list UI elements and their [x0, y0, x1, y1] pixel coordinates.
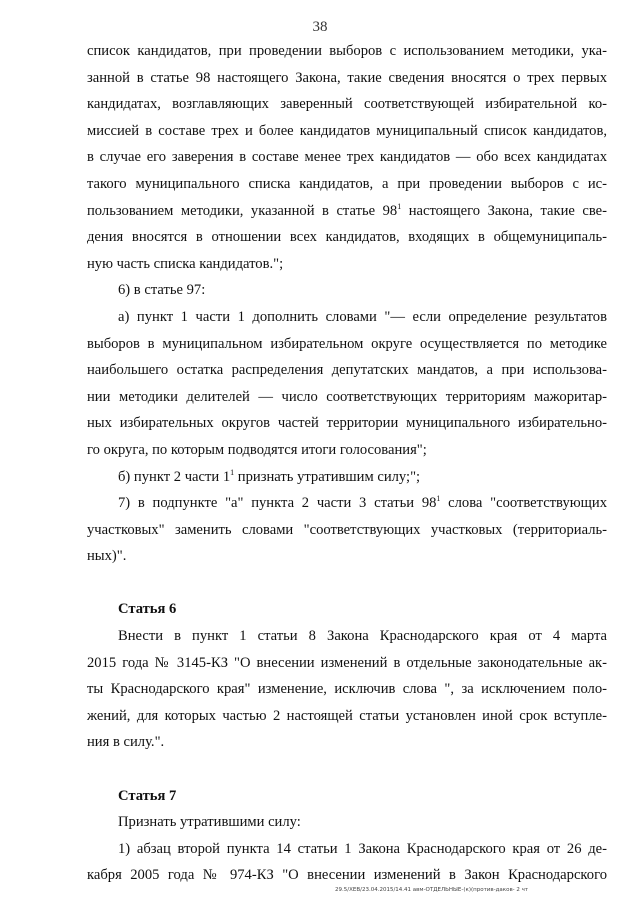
- text-line: такого муниципального списка кандидатов, а при проведении выборов с ис-: [87, 175, 607, 192]
- article-7-heading: Статья 7: [118, 787, 177, 804]
- page-number: 38: [312, 19, 328, 35]
- text-line: а) пункт 1 части 1 дополнить словами "— если определение результатов: [118, 308, 607, 325]
- list-item-7: [87, 490, 607, 517]
- text-line: Признать утратившими силу:: [118, 814, 301, 831]
- text-line: выборов в муниципальном избирательном округе осуществляется по методике: [87, 335, 607, 352]
- text-line: участковых" заменить словами "соответствующих участковых (территориаль-: [87, 521, 607, 538]
- superscript: 1: [397, 201, 402, 211]
- text-fragment: настоящего Закона, такие све-: [401, 202, 607, 219]
- spacer: [87, 756, 607, 783]
- text-line: ния в силу.".: [87, 734, 165, 751]
- document-body: [87, 38, 607, 889]
- text-line: ных)".: [87, 548, 127, 565]
- text-line: ты Краснодарского края" изменение, исключив слова ", за исключением поло-: [87, 681, 607, 698]
- text-fragment: признать утратившим силу;";: [234, 468, 421, 485]
- text-line: ных избирательных округов частей территории муниципального избирательно-: [87, 415, 607, 432]
- text-line: миссией в составе трех и более кандидатов муниципальный список кандидатов,: [87, 122, 607, 139]
- text-fragment: б) пункт 2 части 1: [118, 468, 231, 485]
- text-fragment: 7) в подпункте "а" пункта 2 части 3 статьи 98: [118, 495, 437, 512]
- text-line: жений, для которых частью 2 настоящей статьи установлен иной срок вступле-: [87, 707, 607, 724]
- text-line: 2015 года № 3145-КЗ "О внесении изменений в отдельные законодательные ак-: [87, 654, 607, 671]
- list-item-6: 6) в статье 97:: [118, 282, 206, 299]
- text-line: [87, 198, 607, 225]
- text-fragment: слова "соответствующих: [440, 495, 607, 512]
- document-footer: 29.5/ХЕВ/23.04.2015/14.41 авм-ОТДЕЛЬНЫЕ-(к)(против-даков- 2 чт: [335, 887, 529, 893]
- spacer: [87, 570, 607, 597]
- text-line: нии методики делителей — число соответствующих территориям мажоритар-: [87, 388, 607, 405]
- text-line: 1) абзац второй пункта 14 статьи 1 Закона Краснодарского края от 26 де-: [118, 840, 607, 857]
- text-line: ную часть списка кандидатов.";: [87, 255, 284, 272]
- superscript: 1: [230, 467, 235, 477]
- text-line: в случае его заверения в составе менее трех кандидатов — обо всех кандидатах: [87, 149, 607, 166]
- article-6-heading: Статья 6: [118, 601, 177, 618]
- text-line: дения вносятся в отношении всех кандидатов, входящих в общемуниципаль-: [87, 229, 607, 246]
- text-line: список кандидатов, при проведении выборов с использованием методики, ука-: [87, 43, 607, 59]
- text-line: наибольшего остатка распределения депутатских мандатов, а при использова-: [87, 362, 607, 379]
- text-line: го округа, по которым подводятся итоги голосования";: [87, 441, 427, 458]
- text-line: занной в статье 98 настоящего Закона, такие сведения вносятся о трех первых: [87, 69, 607, 86]
- text-line: кабря 2005 года № 974-КЗ "О внесении изменений в Закон Краснодарского: [87, 867, 607, 884]
- superscript: 1: [436, 494, 441, 504]
- text-line: Внести в пункт 1 статьи 8 Закона Краснодарского края от 4 марта: [118, 628, 607, 645]
- text-line: кандидатах, возглавляющих заверенный соответствующей избирательной ко-: [87, 96, 607, 113]
- text-fragment: пользованием методики, указанной в статье 98: [87, 202, 398, 219]
- list-item-6b: [87, 464, 607, 491]
